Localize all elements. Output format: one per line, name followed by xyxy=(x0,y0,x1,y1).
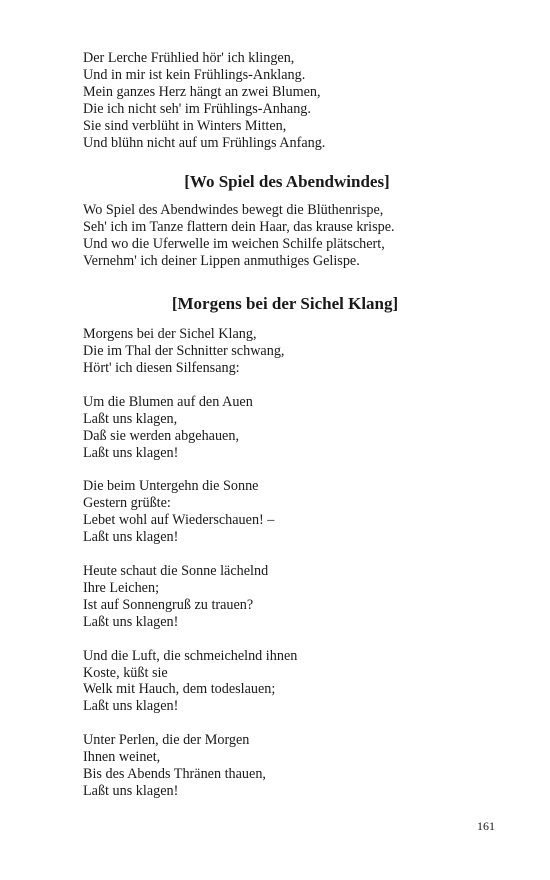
poem-line: Laßt uns klagen! xyxy=(83,783,179,799)
poem-line: Und in mir ist kein Frühlings-Anklang. xyxy=(83,66,306,83)
poem-line: Laßt uns klagen, xyxy=(83,410,178,427)
poem-line: Morgens bei der Sichel Klang, xyxy=(83,326,257,343)
poem-line: Unter Perlen, die der Morgen xyxy=(83,732,250,749)
poem-line: Ihre Leichen; xyxy=(83,579,160,596)
poem-line: Laßt uns klagen! xyxy=(83,444,179,461)
poem-line: Daß sie werden abgehauen, xyxy=(83,427,239,444)
stanza-gap xyxy=(83,546,483,563)
poem-2-stanza xyxy=(83,202,483,270)
poem-line: Lebet wohl auf Wiederschauen! – xyxy=(83,512,275,529)
poem-line: Sie sind verblüht in Winters Mitten, xyxy=(83,117,287,134)
poem-line: Heute schaut die Sonne lächelnd xyxy=(83,563,269,580)
poem-3-stanza-1 xyxy=(83,326,483,377)
poem-line: Ihnen weinet, xyxy=(83,749,161,766)
poem-line: Die im Thal der Schnitter schwang, xyxy=(83,342,285,359)
poem-line: Koste, küßt sie xyxy=(83,664,168,681)
poem-3-stanza-3 xyxy=(83,478,483,546)
poem-3-stanza-6 xyxy=(83,732,483,800)
poem-line: Vernehm' ich deiner Lippen anmuthiges Gelispe. xyxy=(83,253,360,270)
poem-line: Mein ganzes Herz hängt an zwei Blumen, xyxy=(83,83,321,100)
poem-line: Hört' ich diesen Silfensang: xyxy=(83,359,240,376)
poem-line: Gestern grüßte: xyxy=(83,495,171,512)
poem-line: Um die Blumen auf den Auen xyxy=(83,393,253,410)
poem-line: Die beim Untergehn die Sonne xyxy=(83,478,259,495)
page-body xyxy=(83,50,483,800)
stanza-gap xyxy=(83,461,483,478)
stanza-gap xyxy=(83,631,483,648)
poem-line: Seh' ich im Tanze flattern dein Haar, das krause krispe. xyxy=(83,219,395,236)
stanza-gap xyxy=(83,377,483,394)
poem-line: Und wo die Uferwelle im weichen Schilfe plätschert, xyxy=(83,236,385,253)
poem-line: Und die Luft, die schmeichelnd ihnen xyxy=(83,647,298,664)
poem-line: Der Lerche Frühlied hör' ich klingen, xyxy=(83,50,295,66)
poem-line: Bis des Abends Thränen thauen, xyxy=(83,766,266,783)
poem-line: Welk mit Hauch, dem todeslauen; xyxy=(83,681,276,698)
poem-line: Ist auf Sonnengruß zu trauen? xyxy=(83,596,254,613)
poem-3-title: [Morgens bei der Sichel Klang] xyxy=(171,294,399,314)
poem-2-title: [Wo Spiel des Abendwindes] xyxy=(184,172,390,192)
poem-line: Wo Spiel des Abendwindes bewegt die Blüthenrispe, xyxy=(83,202,384,219)
poem-1-stanza xyxy=(83,50,483,151)
poem-line: Laßt uns klagen! xyxy=(83,613,179,630)
poem-line: Laßt uns klagen! xyxy=(83,529,179,546)
poem-3-stanza-2 xyxy=(83,394,483,462)
poem-3-stanza-4 xyxy=(83,563,483,631)
poem-3-stanza-5 xyxy=(83,648,483,716)
poem-line: Und blühn nicht auf um Frühlings Anfang. xyxy=(83,134,326,151)
stanza-gap xyxy=(83,715,483,732)
poem-line: Laßt uns klagen! xyxy=(83,698,179,715)
poem-line: Die ich nicht seh' im Frühlings-Anhang. xyxy=(83,100,311,117)
page-number: 161 xyxy=(477,819,495,833)
